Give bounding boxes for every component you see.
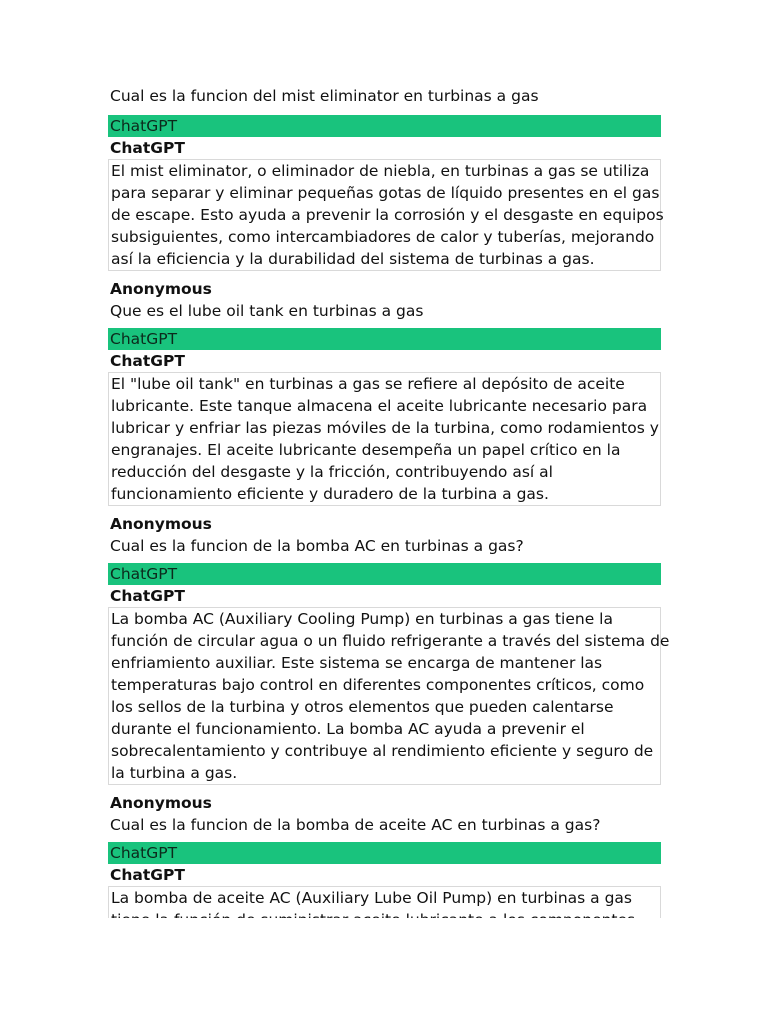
assistant-header-bar: ChatGPT bbox=[108, 328, 661, 350]
spacer bbox=[108, 506, 661, 513]
answer-line: de escape. Esto ayuda a prevenir la corrosión y el desgaste en equipos bbox=[111, 206, 664, 224]
answer-line: enfriamiento auxiliar. Este sistema se encarga de mantener las bbox=[111, 654, 603, 672]
answer-line: sobrecalentamiento y contribuye al rendimiento eficiente y seguro de bbox=[111, 742, 654, 760]
answer-line: así la eficiencia y la durabilidad del sistema de turbinas a gas. bbox=[111, 250, 595, 268]
user-speaker-label: Anonymous bbox=[110, 515, 212, 533]
answer-line: la turbina a gas. bbox=[111, 764, 238, 782]
answer-line: La bomba de aceite AC (Auxiliary Lube Oil Pump) en turbinas a gas bbox=[111, 889, 632, 907]
assistant-speaker-label: ChatGPT bbox=[110, 352, 185, 370]
page-bottom-margin bbox=[0, 918, 768, 1024]
assistant-header-bar: ChatGPT bbox=[108, 115, 661, 137]
assistant-speaker-label: ChatGPT bbox=[110, 139, 185, 157]
answer-line: función de circular agua o un fluido refrigerante a través del sistema de bbox=[111, 632, 670, 650]
answer-line: El "lube oil tank" en turbinas a gas se refiere al depósito de aceite bbox=[111, 375, 625, 393]
answer-line: durante el funcionamiento. La bomba AC ayuda a prevenir el bbox=[111, 720, 585, 738]
first-prompt: Cual es la funcion del mist eliminator en turbinas a gas bbox=[110, 87, 539, 105]
assistant-header-bar: ChatGPT bbox=[108, 563, 661, 585]
assistant-answer-box bbox=[108, 372, 661, 506]
answer-line: para separar y eliminar pequeñas gotas de líquido presentes en el gas bbox=[111, 184, 660, 202]
user-speaker-label: Anonymous bbox=[110, 794, 212, 812]
answer-line: La bomba AC (Auxiliary Cooling Pump) en turbinas a gas tiene la bbox=[111, 610, 613, 628]
answer-line: funcionamiento eficiente y duradero de la turbina a gas. bbox=[111, 485, 549, 503]
answer-line: los sellos de la turbina y otros elementos que pueden calentarse bbox=[111, 698, 614, 716]
assistant-answer-box bbox=[108, 159, 664, 271]
spacer bbox=[108, 785, 661, 792]
user-prompt: Cual es la funcion de la bomba AC en turbinas a gas? bbox=[110, 537, 524, 555]
answer-line: lubricante. Este tanque almacena el aceite lubricante necesario para bbox=[111, 397, 648, 415]
user-prompt: Que es el lube oil tank en turbinas a gas bbox=[110, 302, 424, 320]
answer-line: El mist eliminator, o eliminador de niebla, en turbinas a gas se utiliza bbox=[111, 162, 650, 180]
answer-line: lubricar y enfriar las piezas móviles de la turbina, como rodamientos y bbox=[111, 419, 659, 437]
assistant-speaker-label: ChatGPT bbox=[110, 587, 185, 605]
answer-line: subsiguientes, como intercambiadores de calor y tuberías, mejorando bbox=[111, 228, 655, 246]
answer-line: engranajes. El aceite lubricante desempeña un papel crítico en la bbox=[111, 441, 621, 459]
chat-transcript-page bbox=[108, 85, 670, 932]
spacer bbox=[108, 107, 661, 115]
spacer bbox=[108, 271, 661, 278]
assistant-header-bar: ChatGPT bbox=[108, 842, 661, 864]
user-speaker-label: Anonymous bbox=[110, 280, 212, 298]
answer-line: reducción del desgaste y la fricción, contribuyendo así al bbox=[111, 463, 553, 481]
assistant-speaker-label: ChatGPT bbox=[110, 866, 185, 884]
assistant-answer-box bbox=[108, 607, 670, 785]
user-prompt: Cual es la funcion de la bomba de aceite AC en turbinas a gas? bbox=[110, 816, 601, 834]
answer-line: temperaturas bajo control en diferentes componentes críticos, como bbox=[111, 676, 645, 694]
conversation-blocks bbox=[108, 115, 670, 932]
